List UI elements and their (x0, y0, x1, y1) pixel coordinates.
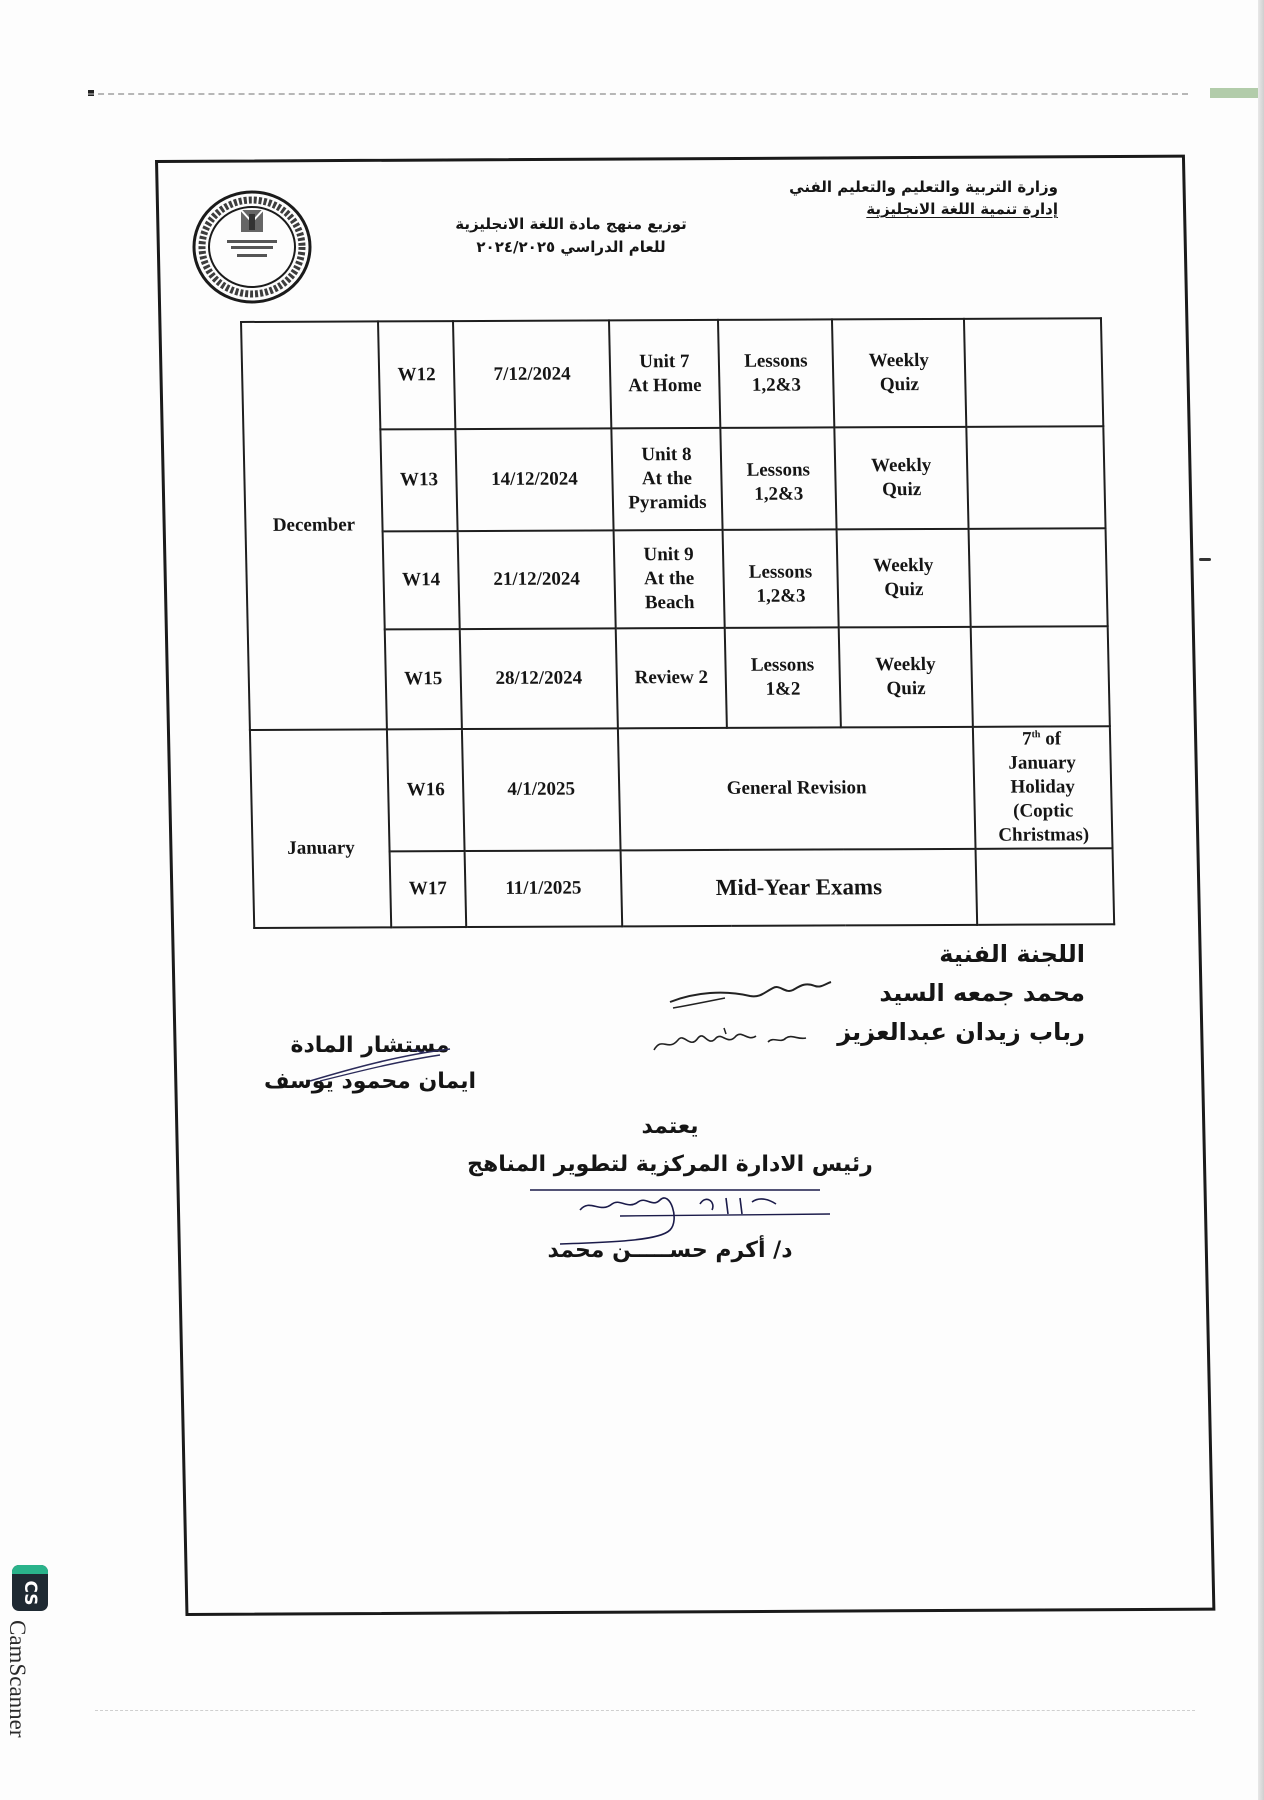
quiz-line2: Quiz (879, 374, 920, 396)
quiz-line1: Weekly (870, 454, 932, 477)
unit-number: Unit 7 (639, 351, 690, 373)
note-holiday: Holiday (1010, 776, 1076, 798)
committee-member-2: رباب زيدان عبدالعزيز (837, 1018, 1085, 1046)
approver-name: د/ أكرم حســـــن محمد (547, 1238, 793, 1263)
signature-advisor (300, 1045, 460, 1085)
date-cell: 14/12/2024 (455, 428, 613, 531)
document-title (440, 213, 702, 259)
lessons-cell (723, 529, 839, 627)
unit-number: Unit 9 (643, 544, 694, 566)
quiz-line2: Quiz (884, 579, 924, 601)
quiz-cell (834, 427, 968, 530)
camscanner-watermark: CamScanner (5, 1620, 30, 1738)
lessons-cell (720, 427, 836, 529)
unit-cell (611, 428, 722, 530)
week-cell: W15 (385, 629, 462, 729)
unit-number: Unit 8 (641, 444, 692, 466)
merged-activity-cell: Mid-Year Exams (621, 849, 978, 927)
scan-artifact-rule (88, 93, 1188, 95)
date-cell: 7/12/2024 (453, 320, 611, 429)
week-cell: W14 (383, 531, 460, 629)
scan-page-edge (1258, 0, 1264, 1800)
note-christmas: Christmas) (998, 824, 1090, 846)
notes-cell (969, 528, 1108, 627)
notes-cell (964, 318, 1103, 427)
advisor-title: مستشار المادة (290, 1033, 450, 1058)
holiday-note-cell (973, 726, 1113, 849)
lessons-cell (718, 319, 834, 427)
curriculum-table (240, 317, 1115, 929)
unit-cell: Review 2 (616, 628, 727, 728)
ministry-name: وزارة التربية والتعليم والتعليم الفني (789, 178, 1058, 196)
lessons-label: Lessons (750, 654, 815, 676)
quiz-cell (832, 319, 966, 428)
week-cell: W17 (390, 851, 467, 927)
note-of: of (1040, 728, 1062, 750)
date-cell: 28/12/2024 (460, 628, 618, 729)
notes-cell (976, 848, 1115, 925)
scan-artifact-edge (1210, 88, 1264, 98)
camscanner-logo-stripe (12, 1565, 48, 1574)
quiz-line1: Weekly (868, 349, 930, 372)
note-month: January (1008, 752, 1077, 774)
ministry-header (780, 176, 1058, 220)
lessons-numbers: 1,2&3 (756, 585, 806, 607)
week-cell: W16 (387, 729, 465, 851)
lessons-numbers: 1,2&3 (751, 374, 802, 396)
table-row (241, 318, 1103, 430)
note-day: 7 (1021, 728, 1032, 750)
camscanner-badge: CS (20, 1580, 40, 1606)
committee-member-1: محمد جمعه السيد (879, 979, 1085, 1007)
month-cell: January (250, 729, 391, 928)
quiz-line2: Quiz (881, 479, 922, 501)
quiz-line1: Weekly (875, 653, 936, 676)
quiz-cell (839, 627, 973, 728)
quiz-cell (837, 529, 971, 628)
quiz-line2: Quiz (886, 678, 926, 700)
lessons-label: Lessons (743, 350, 808, 372)
lessons-label: Lessons (748, 561, 813, 583)
lessons-label: Lessons (746, 459, 811, 481)
quiz-line1: Weekly (873, 554, 934, 577)
scan-artifact-mark (1199, 558, 1211, 561)
camscanner-logo-icon (12, 1565, 48, 1611)
notes-cell (966, 426, 1105, 529)
unit-title: At Home (628, 374, 702, 397)
date-cell: 4/1/2025 (462, 728, 621, 851)
unit-cell (609, 320, 720, 428)
approval-label: يعتمد (641, 1114, 699, 1139)
week-cell: W12 (378, 321, 455, 429)
advisor-name: ايمان محمود يوسف (263, 1069, 477, 1094)
note-ordinal: th (1031, 729, 1041, 741)
table-row (250, 726, 1113, 852)
eagle-icon (241, 210, 263, 232)
date-cell: 11/1/2025 (465, 850, 623, 927)
academic-year: للعام الدراسي ٢٠٢٤/٢٠٢٥ (476, 238, 666, 256)
unit-title-line2: Pyramids (628, 491, 707, 514)
committee-title: اللجنة الفنية (939, 940, 1085, 968)
unit-cell (614, 530, 725, 628)
signature-approver (520, 1180, 840, 1250)
note-coptic: (Coptic (1012, 800, 1074, 822)
signature-member-2 (650, 1022, 810, 1058)
unit-title-line2: Beach (644, 592, 695, 614)
lessons-numbers: 1,2&3 (754, 483, 804, 505)
unit-title-line1: At the (643, 568, 695, 590)
lessons-numbers: 1&2 (765, 678, 801, 700)
date-cell: 21/12/2024 (458, 530, 616, 629)
title-text: توزيع منهج مادة اللغة الانجليزية (455, 215, 687, 233)
approval-role: رئيس الادارة المركزية لتطوير المناهج (467, 1152, 873, 1177)
ministry-seal-logo (191, 188, 313, 306)
scan-artifact-rule-bottom (95, 1710, 1195, 1711)
lessons-cell (725, 627, 841, 727)
week-cell: W13 (380, 429, 457, 531)
notes-cell (971, 626, 1110, 727)
unit-title-line1: At the (641, 468, 693, 490)
merged-activity-cell: General Revision (618, 727, 976, 851)
signature-member-1 (665, 972, 835, 1012)
month-cell: December (241, 321, 387, 730)
department-name: إدارة تنمية اللغة الانجليزية (866, 200, 1058, 218)
